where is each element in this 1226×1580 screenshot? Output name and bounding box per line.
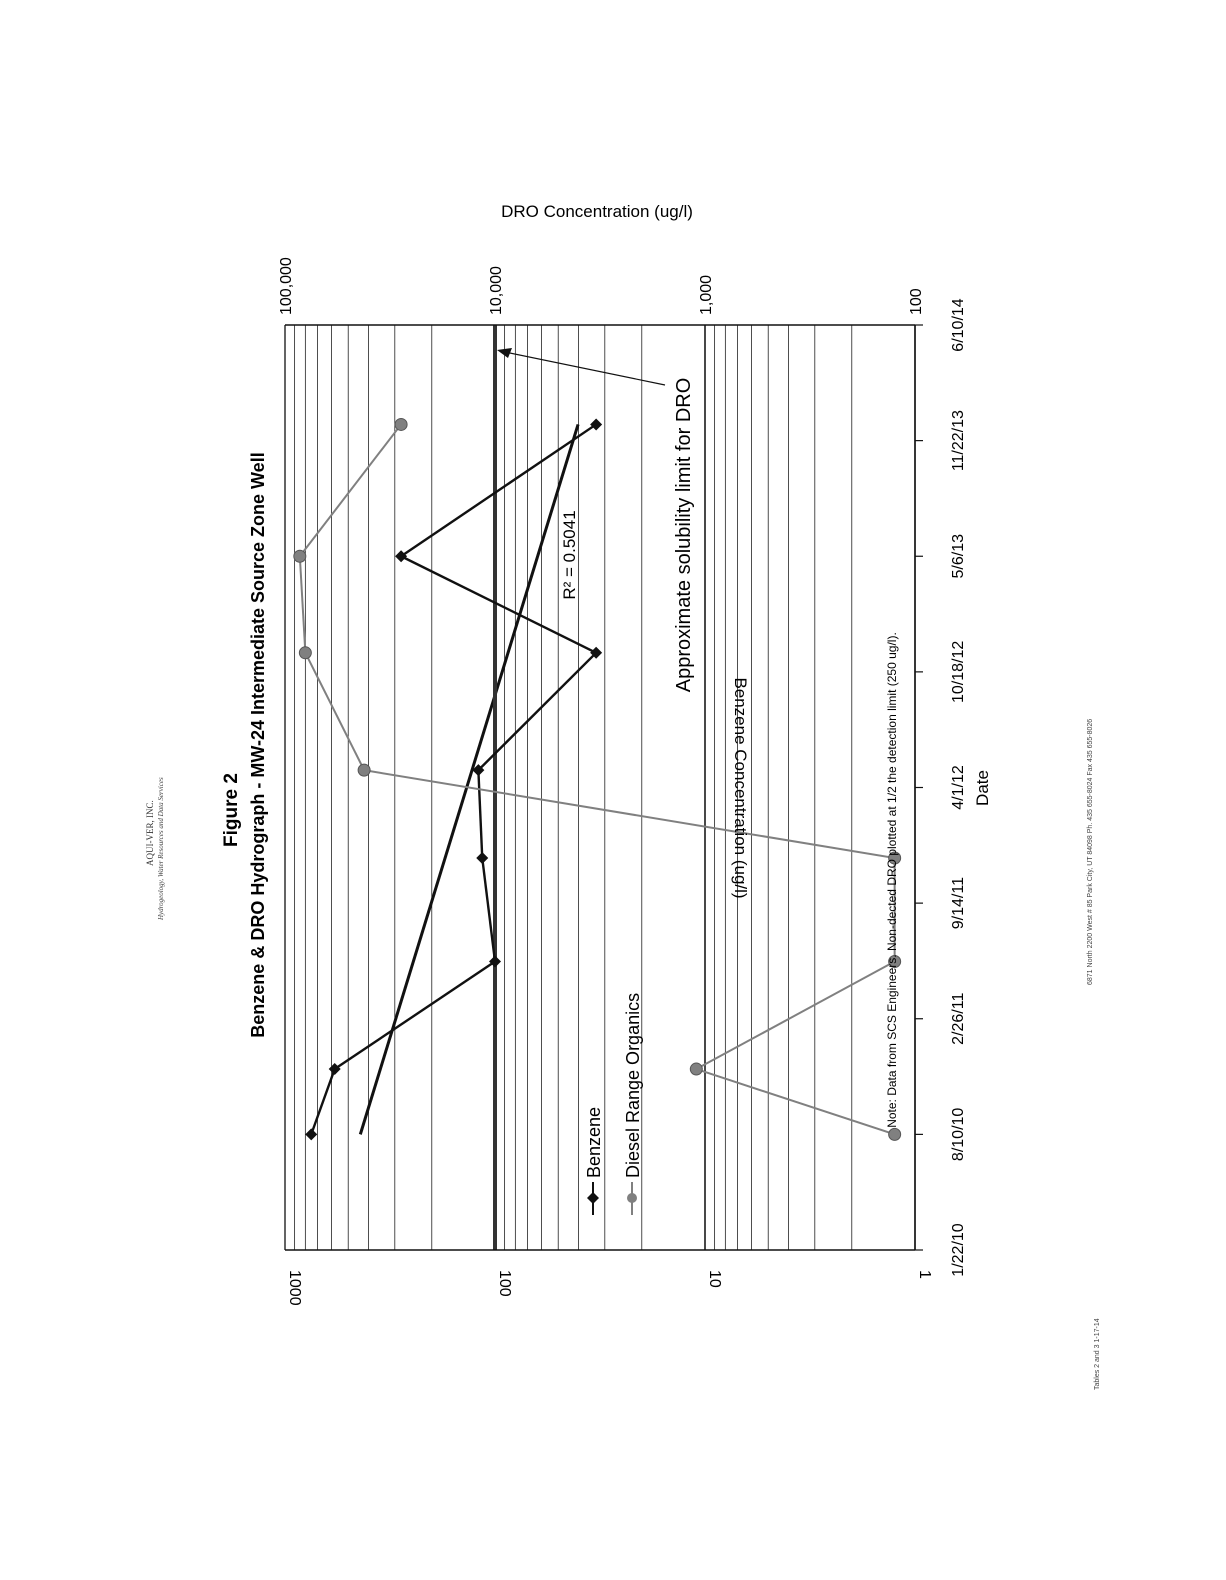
right-tick-label: 10,000 [488, 266, 505, 315]
date-tick-label: 5/6/13 [950, 534, 967, 579]
company-tagline: Hydrogeology, Water Resources and Data Services [157, 777, 165, 920]
footer-reference: Tables 2 and 3 1-17-14 [1094, 1318, 1101, 1390]
solubility-arrow-line [505, 352, 665, 385]
right-tick-label: 100 [908, 288, 925, 315]
dro-segment [300, 556, 306, 653]
benzene-segment [335, 962, 495, 1070]
date-tick-label: 9/14/11 [950, 877, 967, 930]
legend [584, 993, 643, 1215]
right-tick-label: 100,000 [278, 257, 295, 315]
chart-title: Benzene & DRO Hydrograph - MW-24 Intermediate Source Zone Well [248, 452, 268, 1038]
date-tick-label: 1/22/10 [950, 1223, 967, 1277]
benzene-point [476, 852, 488, 864]
dro-segment [305, 653, 364, 770]
figure-label: Figure 2 [221, 773, 242, 847]
company-name: AQUI-VER, INC. [145, 800, 155, 866]
legend-benzene-marker [587, 1192, 599, 1204]
dro-point [889, 1128, 901, 1140]
date-tick-label: 11/22/13 [950, 410, 967, 472]
dro-segment [300, 424, 401, 556]
footer-address: 6871 North 2200 West # 85 Park City, UT 84098 Ph. 435 655-8024 Fax 435 655-8026 [1087, 718, 1094, 985]
benzene-point [305, 1128, 317, 1140]
left-tick-label: 1000 [286, 1270, 303, 1306]
left-axis-title: Benzene Concentration (ug/l) [731, 677, 750, 899]
chart-note: Note: Data from SCS Engineers. Non-dected DRO plotted at 1/2 the detection limit (250 ug/l). [885, 632, 899, 1128]
benzene-trendline [360, 424, 578, 1134]
benzene-segment [478, 770, 482, 858]
left-tick-label: 100 [496, 1270, 513, 1297]
date-tick-label: 4/1/12 [950, 765, 967, 810]
right-tick-label: 1,000 [698, 274, 715, 315]
dro-point [358, 764, 370, 776]
dro-point [299, 647, 311, 659]
benzene-segment [311, 1069, 334, 1134]
legend-benzene-label: Benzene [584, 1106, 604, 1178]
date-tick-label: 10/18/12 [950, 640, 967, 704]
right-axis-title: DRO Concentration (ug/l) [501, 202, 693, 221]
date-tick-label: 6/10/14 [950, 298, 967, 352]
legend-dro-marker [627, 1193, 637, 1203]
left-tick-label: 1 [916, 1270, 933, 1279]
dro-point [294, 550, 306, 562]
dro-point [690, 1063, 702, 1075]
x-axis-title: Date [973, 770, 992, 806]
trendline-equation: R² = 0.5041 [560, 510, 579, 600]
date-tick-label: 2/26/11 [950, 992, 967, 1045]
dro-segment [696, 962, 894, 1070]
trendline-layer [360, 424, 578, 1134]
dro-point [395, 418, 407, 430]
date-tick-label: 8/10/10 [950, 1107, 967, 1162]
dro-segment [696, 1069, 894, 1134]
left-tick-label: 10 [706, 1270, 723, 1288]
solubility-limit-label: Approximate solubility limit for DRO [673, 377, 695, 693]
legend-dro-label: Diesel Range Organics [623, 992, 643, 1178]
